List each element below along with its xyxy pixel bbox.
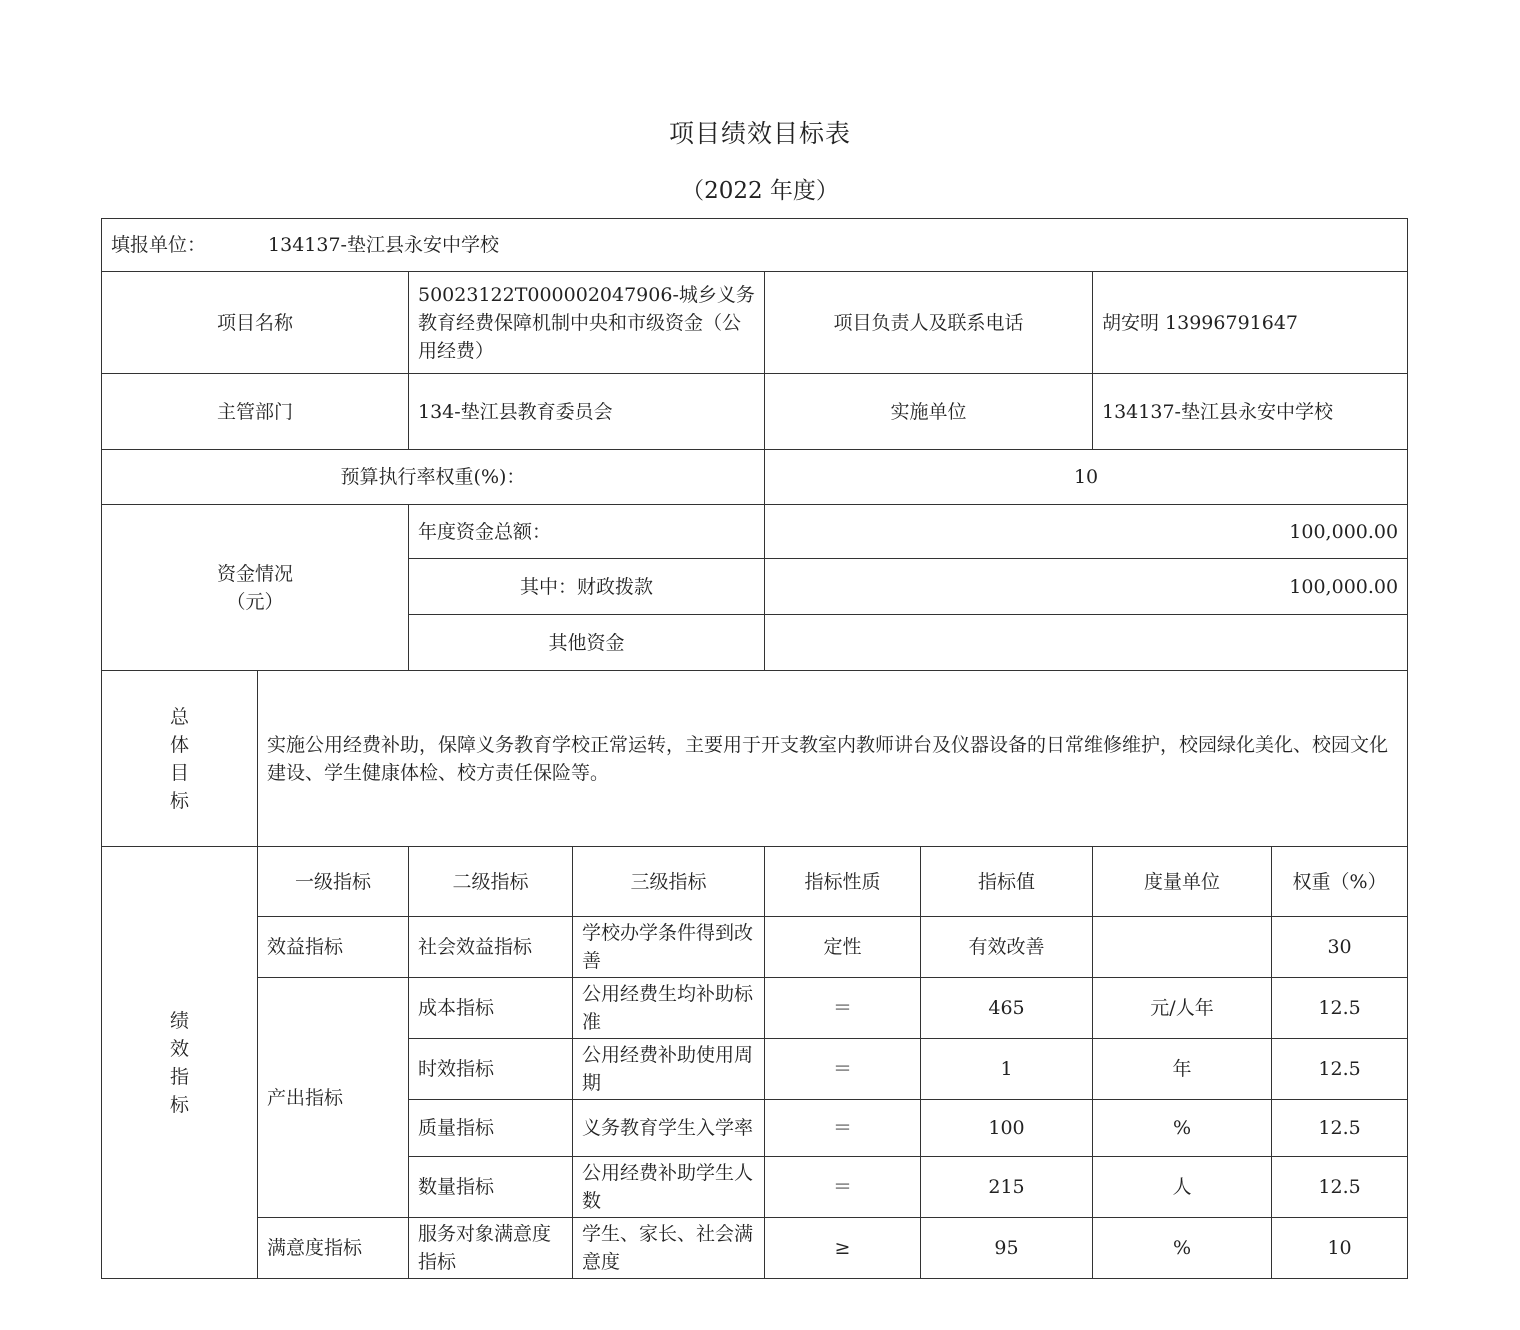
indicator-weight: 12.5 [1272, 1039, 1408, 1100]
overall-goal-label-char: 总 [169, 705, 189, 728]
indicator-row [102, 917, 1408, 978]
budget-rate-row [102, 450, 1408, 505]
indicator-level2: 时效指标 [409, 1039, 573, 1100]
overall-goal-label-char: 体 [169, 733, 189, 756]
indicator-level2: 社会效益指标 [409, 917, 573, 978]
funds-fiscal-value: 100,000.00 [765, 559, 1408, 615]
indicators-label-char: 效 [169, 1037, 189, 1060]
indicator-level1: 效益指标 [258, 917, 409, 978]
overall-goal-row [102, 671, 1408, 847]
header-nature: 指标性质 [765, 847, 921, 917]
overall-goal-label-char: 标 [169, 789, 189, 812]
funds-fiscal-label: 其中：财政拨款 [409, 559, 765, 615]
header-unit: 度量单位 [1093, 847, 1272, 917]
funds-other-value [765, 615, 1408, 671]
indicator-level1: 产出指标 [258, 978, 409, 1218]
indicator-weight: 12.5 [1272, 1100, 1408, 1157]
budget-rate-value: 10 [765, 450, 1408, 505]
implementing-unit-value: 134137-垫江县永安中学校 [1093, 374, 1408, 450]
indicator-value: 215 [921, 1157, 1093, 1218]
indicator-level3: 义务教育学生入学率 [573, 1100, 765, 1157]
indicator-nature: ＝ [765, 1039, 921, 1100]
reporting-unit-label: 填报单位： [111, 234, 207, 256]
department-row [102, 374, 1408, 450]
implementing-unit-label: 实施单位 [765, 374, 1093, 450]
project-name-label: 项目名称 [102, 272, 409, 374]
indicator-nature: ＝ [765, 1157, 921, 1218]
indicator-weight: 12.5 [1272, 1157, 1408, 1218]
header-level1: 一级指标 [258, 847, 409, 917]
indicator-level3: 公用经费生均补助标准 [573, 978, 765, 1039]
funds-label-line1: 资金情况 [216, 562, 293, 585]
indicators-label-char: 标 [169, 1093, 189, 1116]
header-level2: 二级指标 [409, 847, 573, 917]
indicator-nature: ＝ [765, 978, 921, 1039]
indicator-unit: % [1093, 1218, 1272, 1279]
department-value: 134-垫江县教育委员会 [409, 374, 765, 450]
project-name-value: 50023122T000002047906-城乡义务教育经费保障机制中央和市级资金（公用经费） [409, 272, 765, 374]
page-title: 项目绩效目标表 [668, 119, 851, 148]
indicator-weight: 10 [1272, 1218, 1408, 1279]
department-label: 主管部门 [102, 374, 409, 450]
indicator-weight: 12.5 [1272, 978, 1408, 1039]
project-name-row [102, 272, 1408, 374]
indicator-level3: 公用经费补助学生人数 [573, 1157, 765, 1218]
indicators-label-char: 绩 [169, 1009, 189, 1032]
indicator-nature: ≥ [765, 1218, 921, 1279]
funds-label [102, 505, 409, 671]
indicator-level2: 服务对象满意度指标 [409, 1218, 573, 1279]
indicator-nature: ＝ [765, 1100, 921, 1157]
indicator-level1: 满意度指标 [258, 1218, 409, 1279]
funds-label-line2: （元） [226, 590, 284, 613]
indicator-level2: 质量指标 [409, 1100, 573, 1157]
indicator-unit: 人 [1093, 1157, 1272, 1218]
indicator-value: 100 [921, 1100, 1093, 1157]
indicator-row [102, 1218, 1408, 1279]
funds-total-row [102, 505, 1408, 559]
indicator-level2: 成本指标 [409, 978, 573, 1039]
indicator-unit: 年 [1093, 1039, 1272, 1100]
indicator-level3: 公用经费补助使用周期 [573, 1039, 765, 1100]
indicator-level3: 学生、家长、社会满意度 [573, 1218, 765, 1279]
project-contact-label: 项目负责人及联系电话 [765, 272, 1093, 374]
funds-total-value: 100,000.00 [765, 505, 1408, 559]
indicator-value: 95 [921, 1218, 1093, 1279]
overall-goal-text: 实施公用经费补助，保障义务教育学校正常运转，主要用于开支教室内教师讲台及仪器设备的日常维修维护，校园绿化美化、校园文化建设、学生健康体检、校方责任保险等。 [258, 671, 1408, 847]
funds-total-label: 年度资金总额： [409, 505, 765, 559]
header-level3: 三级指标 [573, 847, 765, 917]
reporting-unit-row [102, 219, 1408, 272]
indicator-unit: % [1093, 1100, 1272, 1157]
indicator-unit [1093, 917, 1272, 978]
header-value: 指标值 [921, 847, 1093, 917]
indicator-value: 有效改善 [921, 917, 1093, 978]
overall-goal-label [102, 671, 258, 847]
reporting-unit-cell [102, 219, 1408, 272]
indicator-header-row [102, 847, 1408, 917]
indicator-row [102, 978, 1408, 1039]
indicator-weight: 30 [1272, 917, 1408, 978]
page-subtitle: （2022 年度） [681, 178, 839, 204]
indicator-value: 1 [921, 1039, 1093, 1100]
overall-goal-label-char: 目 [169, 761, 189, 784]
indicator-unit: 元/人年 [1093, 978, 1272, 1039]
indicator-value: 465 [921, 978, 1093, 1039]
budget-rate-label: 预算执行率权重(%)： [102, 450, 765, 505]
header-weight: 权重（%） [1272, 847, 1408, 917]
project-contact-value: 胡安明 13996791647 [1093, 272, 1408, 374]
funds-other-label: 其他资金 [409, 615, 765, 671]
indicators-label-char: 指 [169, 1065, 189, 1088]
reporting-unit-value: 134137-垫江县永安中学校 [268, 234, 499, 256]
performance-target-table [101, 218, 1408, 1279]
indicator-nature: 定性 [765, 917, 921, 978]
indicators-label [102, 847, 258, 1279]
indicator-level2: 数量指标 [409, 1157, 573, 1218]
indicator-level3: 学校办学条件得到改善 [573, 917, 765, 978]
